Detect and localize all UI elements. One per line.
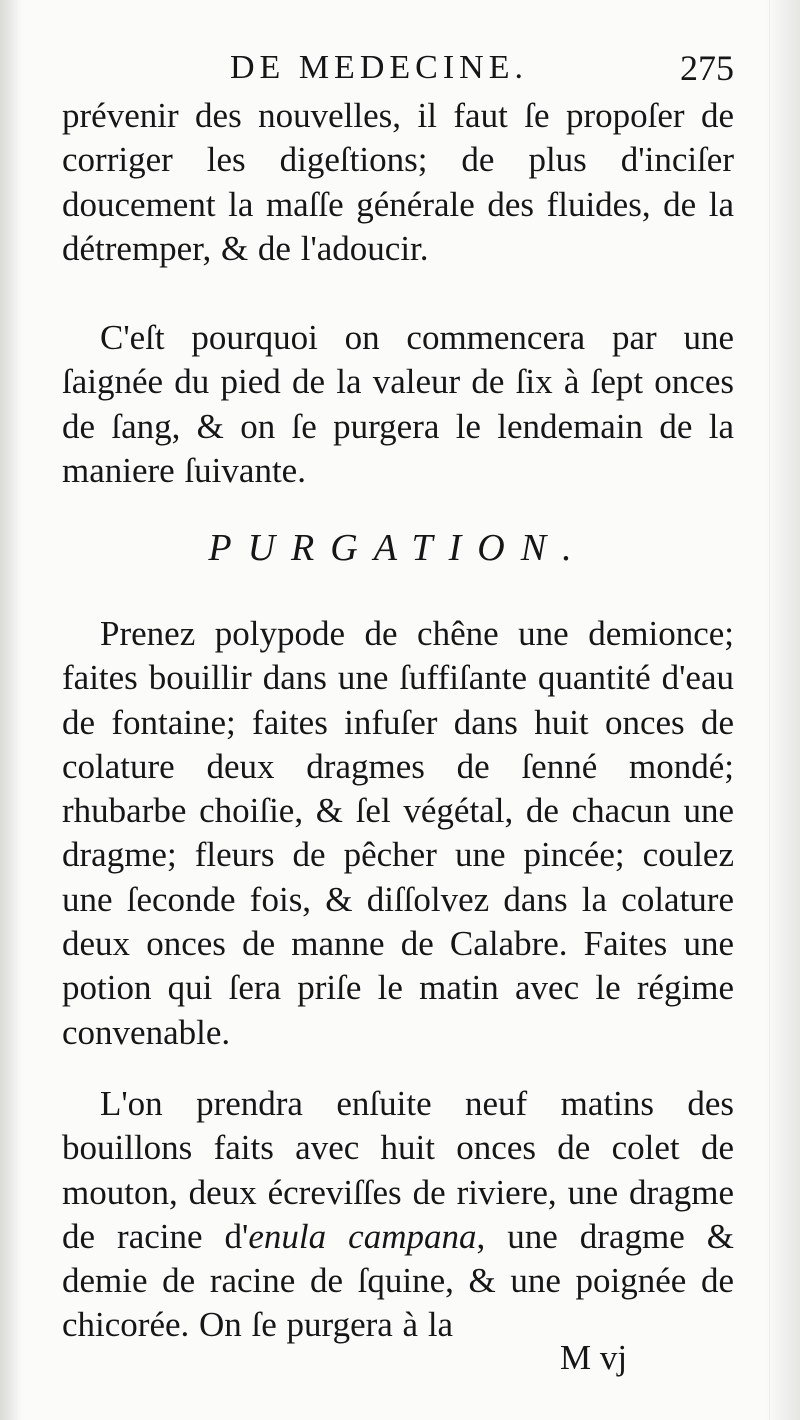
page-edge-line bbox=[769, 0, 770, 1420]
paragraph-2-text: C'eſt pourquoi on commencera par une ſaignée du pied de la valeur de ſix à ſept onces de ſang, & on ſe purgera le lendemain de la maniere ſuivante. bbox=[62, 318, 734, 490]
page-edge-shadow bbox=[766, 0, 800, 1420]
paragraph-4-text-start: L'on prendra enſuite neuf matins des bouillons faits avec huit onces de colet de mouton, deux écreviſſes de riviere, une dragme de racine d' bbox=[62, 1084, 734, 1256]
paragraph-2 bbox=[62, 316, 734, 493]
latin-term: enula campana bbox=[248, 1216, 477, 1256]
paragraph-1: prévenir des nouvelles, il faut ſe propoſer de corriger les digeſtions; de plus d'inciſer doucement la maſſe générale des fluides, de la détremper, & de l'adoucir. bbox=[62, 96, 734, 268]
page-number: 275 bbox=[680, 48, 734, 88]
signature-mark: M vj bbox=[560, 1338, 628, 1377]
page-gutter-shadow bbox=[0, 0, 22, 1420]
paragraph-3 bbox=[62, 612, 734, 1055]
paragraph-3-text: Prenez polypode de chêne une demionce; faites bouillir dans une ſuffiſante quantité d'eau de fontaine; faites infuſer dans huit onces de colature deux dragmes de ſenné mondé; rhubarbe choiſie, & ſel végétal, de chacun une dragme; fleurs de pêcher une pincée; coulez une ſeconde fois, & diſſolvez dans la colature deux onces de manne de Calabre. Faites une potion qui ſera priſe le matin avec le régime convenable. bbox=[62, 614, 734, 1052]
running-title: DE MEDECINE. bbox=[230, 49, 528, 86]
paragraph-4 bbox=[62, 1082, 734, 1348]
page-header bbox=[62, 44, 734, 92]
paragraph-4-text-end: , une dragme & demie de racine de ſquine, & une poignée de chicorée. On ſe purgera à la bbox=[62, 1216, 734, 1345]
section-heading: PURGATION. bbox=[208, 527, 588, 569]
